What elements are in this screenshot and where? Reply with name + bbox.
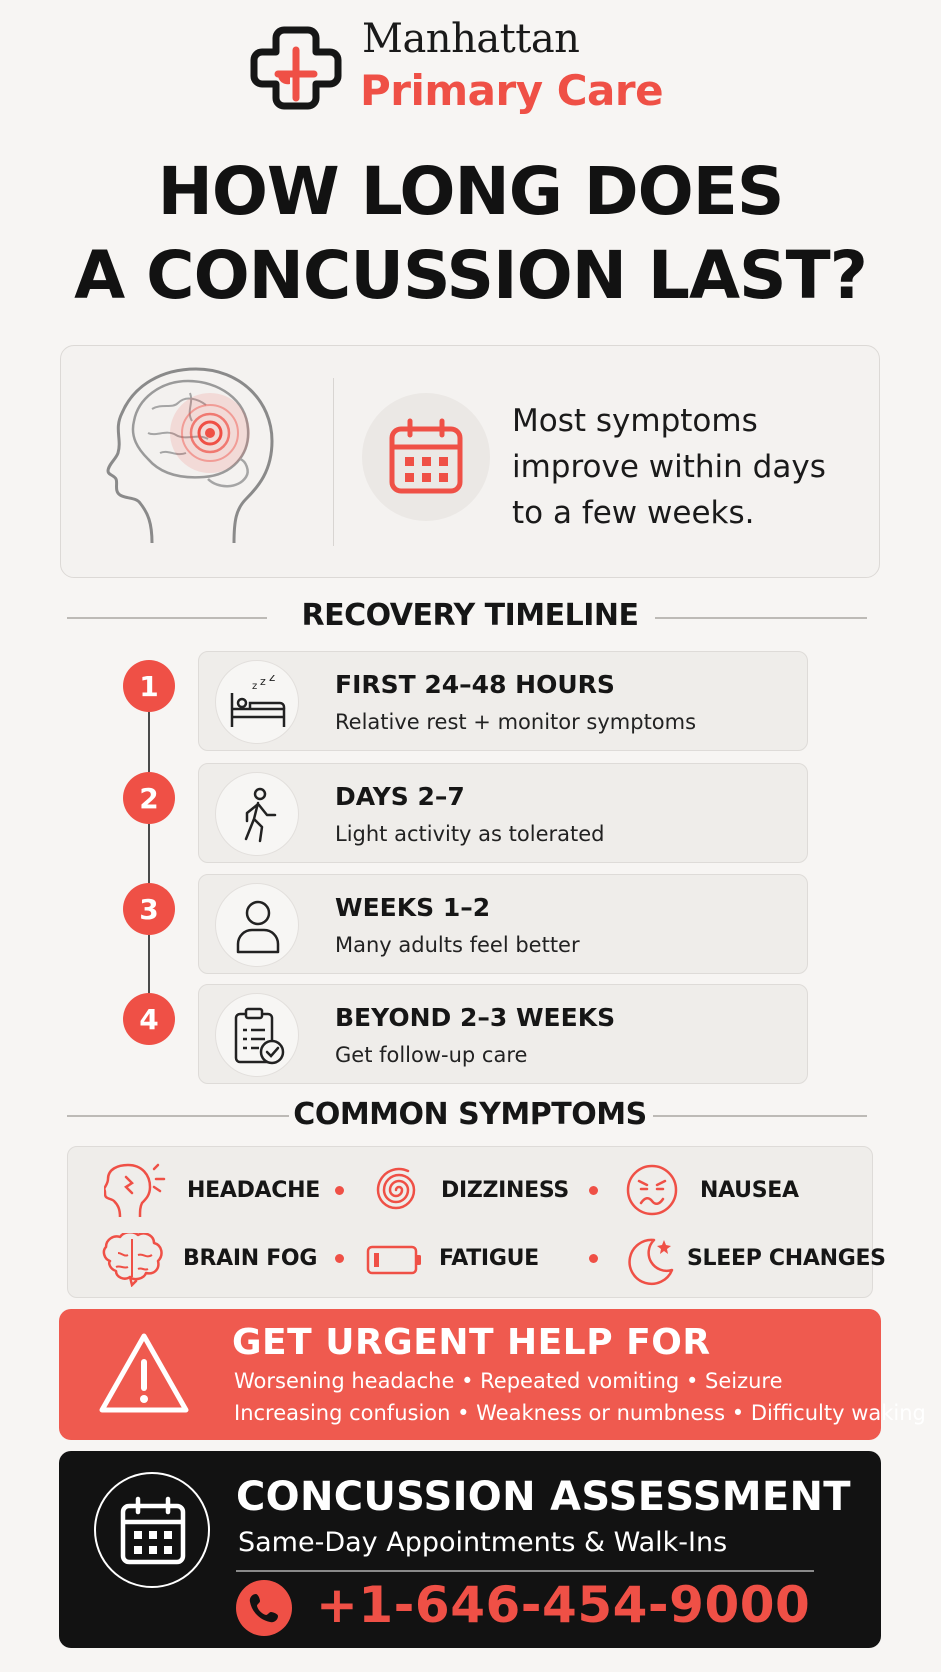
cta-title: CONCUSSION ASSESSMENT <box>236 1474 851 1520</box>
urgent-signs-line2: Increasing confusion • Weakness or numbness • Difficulty waking <box>234 1401 926 1425</box>
person-icon <box>234 898 282 954</box>
symptom-label: HEADACHE <box>187 1178 320 1203</box>
intro-divider <box>333 378 334 546</box>
headline-line2: A CONCUSSION LAST? <box>74 237 867 314</box>
brand-name-line1: Manhattan <box>362 16 580 62</box>
timeline-heading-rule-left <box>67 617 267 619</box>
symptoms-heading-rule-left <box>67 1115 289 1117</box>
intro-text: Most symptoms improve within days to a few weeks. <box>512 403 826 531</box>
bed-icon <box>228 675 288 731</box>
step-icon-badge <box>215 993 299 1077</box>
timeline-step-4 <box>198 984 808 1084</box>
symptom-label: BRAIN FOG <box>183 1246 318 1271</box>
calendar-icon <box>118 1496 188 1566</box>
timeline-step-3 <box>198 874 808 974</box>
separator-dot <box>589 1186 598 1195</box>
step-description: Many adults feel better <box>335 933 580 957</box>
headline-line1: HOW LONG DOES <box>157 153 784 230</box>
brain-icon <box>100 1233 164 1287</box>
step-icon-badge <box>215 772 299 856</box>
symptom-label: FATIGUE <box>439 1246 539 1271</box>
svg-text:z: z <box>260 675 266 688</box>
symptoms-card <box>67 1146 873 1298</box>
step-title: WEEKS 1–2 <box>335 893 491 922</box>
phone-number-link[interactable]: +1-646-454-9000 <box>316 1576 811 1634</box>
head-brain-icon <box>100 355 290 547</box>
timeline-step-1 <box>198 651 808 751</box>
moon-star-icon <box>624 1234 676 1286</box>
step-number-3: 3 <box>123 883 175 935</box>
step-number-4: 4 <box>123 993 175 1045</box>
low-battery-icon <box>366 1243 424 1277</box>
timeline-heading-rule-right <box>655 617 867 619</box>
step-icon-badge <box>215 660 299 744</box>
timeline-heading: RECOVERY TIMELINE <box>301 598 639 633</box>
step-description: Relative rest + monitor symptoms <box>335 710 697 734</box>
cta-subtitle: Same-Day Appointments & Walk-Ins <box>238 1527 728 1558</box>
phone-icon[interactable] <box>236 1580 292 1636</box>
calendar-icon <box>386 417 466 497</box>
separator-dot <box>335 1254 344 1263</box>
cta-calendar-badge <box>94 1472 210 1588</box>
symptom-label: SLEEP CHANGES <box>687 1246 886 1271</box>
step-icon-badge <box>215 883 299 967</box>
clipboard-check-icon <box>232 1006 288 1068</box>
urgent-title: GET URGENT HELP FOR <box>232 1322 711 1363</box>
nausea-face-icon <box>625 1163 679 1217</box>
symptoms-heading: COMMON SYMPTOMS <box>293 1097 647 1132</box>
walking-person-icon <box>236 787 280 843</box>
brand-name-line2: Primary Care <box>360 66 664 115</box>
symptom-label: NAUSEA <box>700 1178 799 1203</box>
spiral-icon <box>370 1164 422 1216</box>
step-description: Light activity as tolerated <box>335 822 605 846</box>
step-title: FIRST 24–48 HOURS <box>335 670 615 699</box>
symptom-label: DIZZINESS <box>441 1178 569 1203</box>
separator-dot <box>589 1254 598 1263</box>
step-title: BEYOND 2–3 WEEKS <box>335 1003 616 1032</box>
svg-text:z: z <box>269 675 276 684</box>
intro-calendar-badge <box>362 393 490 521</box>
step-description: Get follow-up care <box>335 1043 528 1067</box>
medical-cross-logo-icon <box>248 20 344 116</box>
step-number-1: 1 <box>123 660 175 712</box>
step-title: DAYS 2–7 <box>335 782 465 811</box>
timeline-connector <box>148 690 150 1020</box>
symptoms-heading-rule-right <box>653 1115 867 1117</box>
phone-handset-icon <box>248 1592 280 1624</box>
separator-dot <box>335 1186 344 1195</box>
svg-text:z: z <box>252 681 258 692</box>
headache-icon <box>104 1163 168 1219</box>
cta-divider <box>236 1570 814 1572</box>
warning-triangle-icon <box>96 1330 192 1416</box>
urgent-signs-line1: Worsening headache • Repeated vomiting • Seizure <box>234 1369 783 1393</box>
step-number-2: 2 <box>123 772 175 824</box>
timeline-step-2 <box>198 763 808 863</box>
